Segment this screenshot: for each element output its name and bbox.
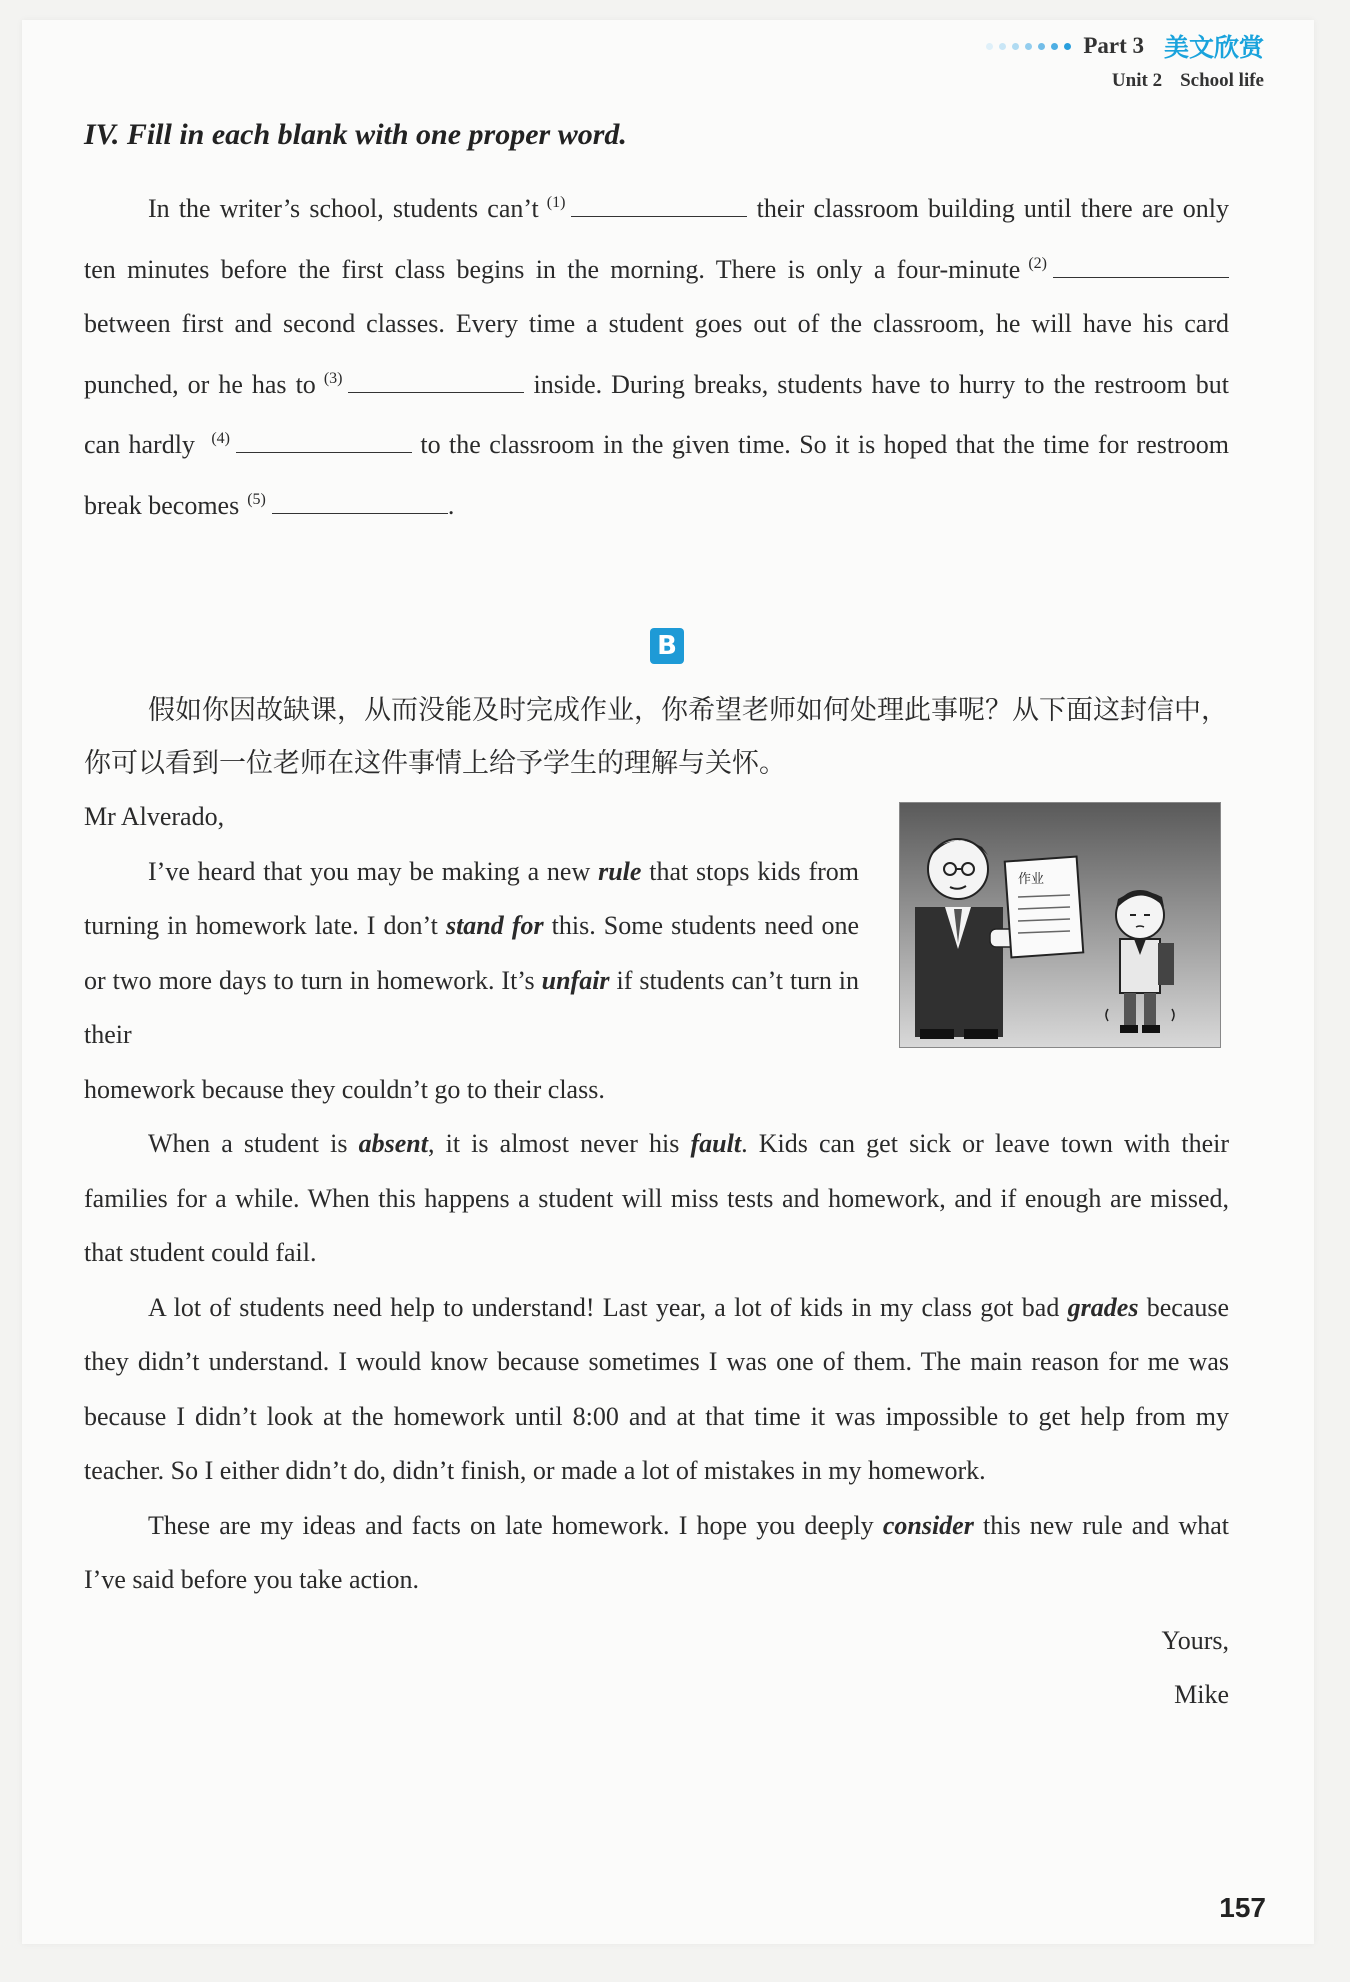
exercise-text: their classroom building until there are only ten minutes before the first class begins in the morning. There is only a four-minute — [84, 194, 1230, 284]
keyword-absent: absent — [358, 1129, 428, 1158]
letter-text: A lot of students need help to understand! Last year, a lot of kids in my class got bad — [148, 1292, 1060, 1322]
blank-number: (3) — [323, 369, 343, 387]
letter-text: this. Some students need one or two more days to turn in homework. It’s — [84, 911, 860, 995]
exercise-text: between first and second classes. Every time a student goes out of the classroom, he will have his card punched, or he has to — [84, 309, 1229, 399]
period: . — [447, 490, 455, 520]
letter-text: if students can’t turn in their — [84, 965, 860, 1049]
blank-3[interactable] — [348, 368, 524, 393]
keyword-rule: rule — [598, 856, 642, 886]
unit-label — [986, 70, 1264, 92]
blank-5[interactable] — [272, 489, 448, 514]
part-label: Part 3 — [1083, 33, 1144, 58]
section-title: IV. Fill in each blank with one proper word. — [84, 118, 627, 151]
letter-paragraph-1 — [84, 845, 859, 1063]
blank-1[interactable] — [571, 192, 747, 217]
letter-text: . Kids can get sick or leave town with their families for a while. When this happens a student will miss tests and homework, and if enough are missed, that student could fail. — [84, 1129, 1230, 1267]
blank-number: (4) — [211, 430, 230, 447]
letter-text: When a student is — [148, 1129, 348, 1158]
exercise-paragraph — [84, 176, 1229, 533]
fill-blank-exercise — [84, 176, 1229, 533]
letter-text: because they didn’t understand. I would know because sometimes I was one of them. The main reason for me was because I didn’t look at the homework until 8:00 and at that time it was impossible to get help from my teacher. So I either didn’t do, didn’t finish, or made a lot of mistakes in my homework. — [84, 1292, 1230, 1485]
letter-text: this new rule and what I’ve said before you take action. — [84, 1510, 1230, 1594]
unit-title: School life — [1180, 70, 1264, 91]
letter-text: that stops kids from turning in homework late. I don’t — [84, 856, 860, 940]
blank-number: (1) — [546, 194, 566, 211]
exercise-text: inside. During breaks, students have to hurry to the restroom but can hardly — [84, 369, 1229, 459]
letter — [84, 790, 1229, 1722]
keyword-grades: grades — [1067, 1292, 1139, 1322]
keyword-unfair: unfair — [541, 965, 610, 995]
section-b-badge: B — [650, 628, 684, 664]
letter-text: I’ve heard that you may be making a new — [148, 856, 591, 886]
exercise-text: In the writer’s school, students can’t — [148, 194, 539, 223]
page-number: 157 — [1219, 1892, 1266, 1923]
keyword-stand-for: stand for — [445, 911, 544, 940]
chinese-intro: 假如你因故缺课，从而没能及时完成作业，你希望老师如何处理此事呢？从下面这封信中，你可以看到一位老师在这件事情上给予学生的理解与关怀。 — [84, 695, 1228, 779]
letter-text: , it is almost never his — [427, 1129, 680, 1158]
letter-paragraph-2 — [84, 1117, 1229, 1281]
blank-2[interactable] — [1053, 253, 1229, 278]
letter-signature: Mike — [1174, 1679, 1229, 1709]
letter-greeting: Mr Alverado, — [84, 802, 225, 831]
keyword-fault: fault — [690, 1129, 742, 1158]
exercise-text: to the classroom in the given time. So it is hoped that the time for restroom break becomes — [84, 430, 1229, 520]
blank-number: (2) — [1028, 254, 1047, 272]
unit-number: Unit 2 — [1111, 70, 1163, 91]
paper-label: 作业 — [1018, 872, 1045, 887]
page-header — [986, 28, 1264, 92]
letter-text: These are my ideas and facts on late homework. I hope you deeply — [148, 1510, 874, 1540]
decorative-dots — [986, 43, 1071, 50]
part-chinese-title: 美文欣赏 — [1163, 33, 1264, 62]
letter-paragraph-4 — [84, 1499, 1229, 1608]
letter-paragraph-3 — [84, 1281, 1229, 1499]
keyword-consider: consider — [882, 1510, 974, 1540]
blank-number: (5) — [247, 490, 266, 508]
letter-paragraph-1-end: homework because they couldn’t go to their class. — [84, 1074, 605, 1104]
letter-closing: Yours, — [1161, 1625, 1229, 1655]
blank-4[interactable] — [236, 428, 412, 453]
